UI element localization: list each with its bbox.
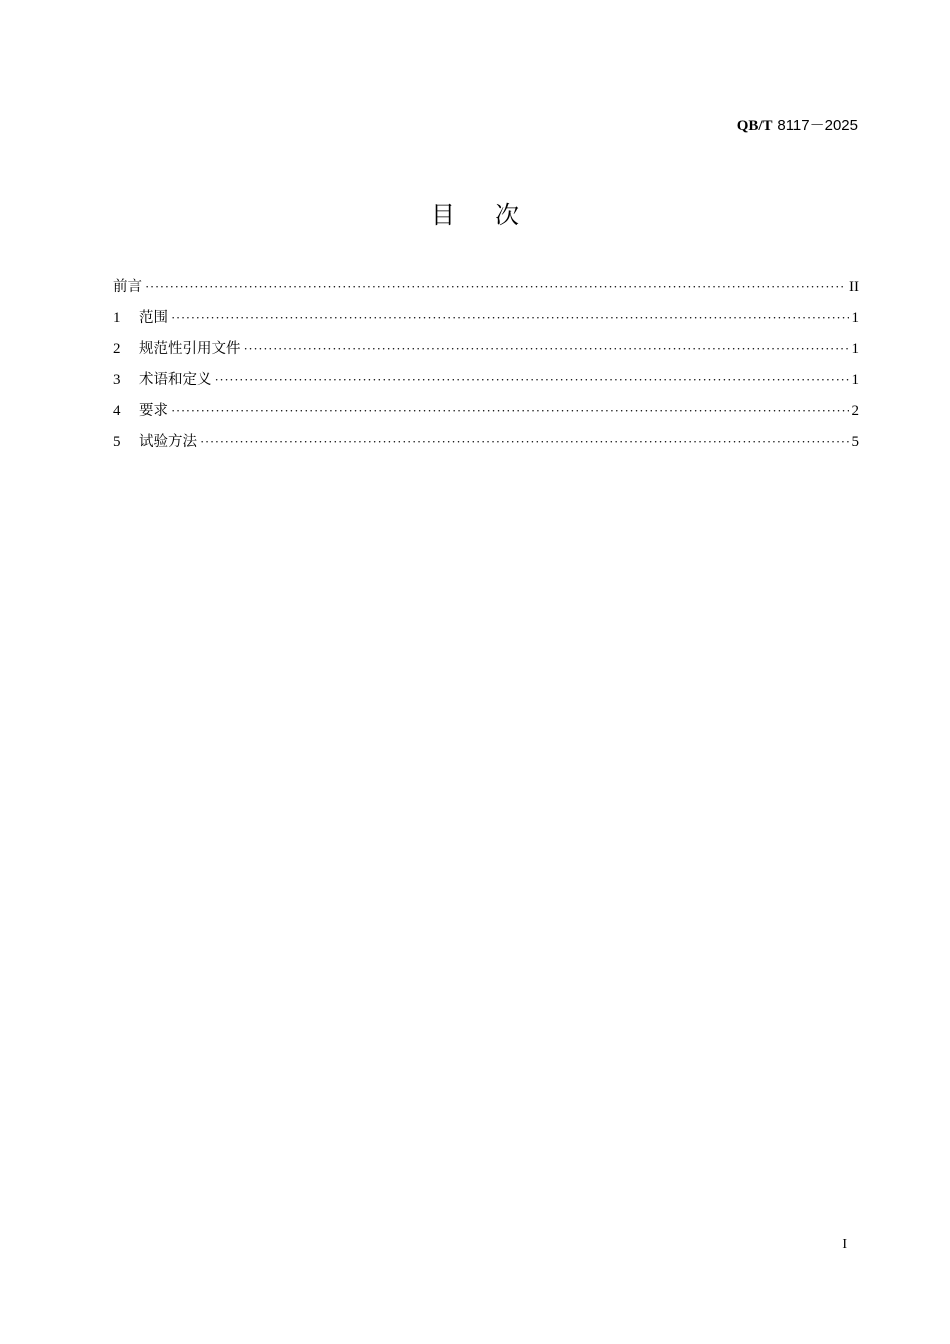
toc-item-label: 要求: [139, 403, 168, 419]
toc-item-page: 1: [851, 310, 859, 326]
toc-item-label: 术语和定义: [139, 372, 212, 388]
toc-item-number: 4: [113, 403, 121, 419]
standard-code-prefix: QB/T: [736, 118, 773, 134]
toc-dot-leader: [200, 431, 849, 453]
toc-item-scope[interactable]: [113, 307, 859, 338]
toc-item-number: 1: [113, 310, 121, 326]
toc-item-label: 规范性引用文件: [139, 341, 241, 357]
toc-item-page: 1: [851, 341, 859, 357]
toc-item-label: 范围: [139, 310, 168, 326]
toc-dot-leader: [171, 307, 849, 329]
toc-item-foreword[interactable]: [113, 276, 859, 307]
toc-item-normative-references[interactable]: [113, 338, 859, 369]
toc-item-label: 试验方法: [139, 434, 197, 450]
toc-item-page: II: [849, 279, 859, 295]
toc-dot-leader: [244, 338, 849, 360]
page-title: [0, 198, 950, 232]
toc-item-terms-definitions[interactable]: [113, 369, 859, 400]
toc-item-requirements[interactable]: [113, 400, 859, 431]
page-title-char-2: 次: [495, 201, 519, 229]
toc-item-page: 5: [851, 434, 859, 450]
standard-code: [737, 115, 858, 136]
toc-dot-leader: [215, 369, 849, 391]
page-number: I: [842, 1237, 847, 1252]
toc-item-number: 3: [113, 372, 121, 388]
toc-item-page: 1: [851, 372, 859, 388]
toc-dot-leader: [145, 276, 846, 298]
toc-item-test-methods[interactable]: [113, 431, 859, 462]
toc-dot-leader: [171, 400, 849, 422]
toc-item-label: 前言: [113, 279, 142, 295]
page-title-char-1: 目: [431, 201, 455, 229]
toc-item-number: 5: [113, 434, 121, 450]
toc-item-page: 2: [851, 403, 859, 419]
standard-code-number: 8117－2025: [777, 117, 858, 134]
toc-item-number: 2: [113, 341, 121, 357]
table-of-contents: [113, 276, 859, 462]
